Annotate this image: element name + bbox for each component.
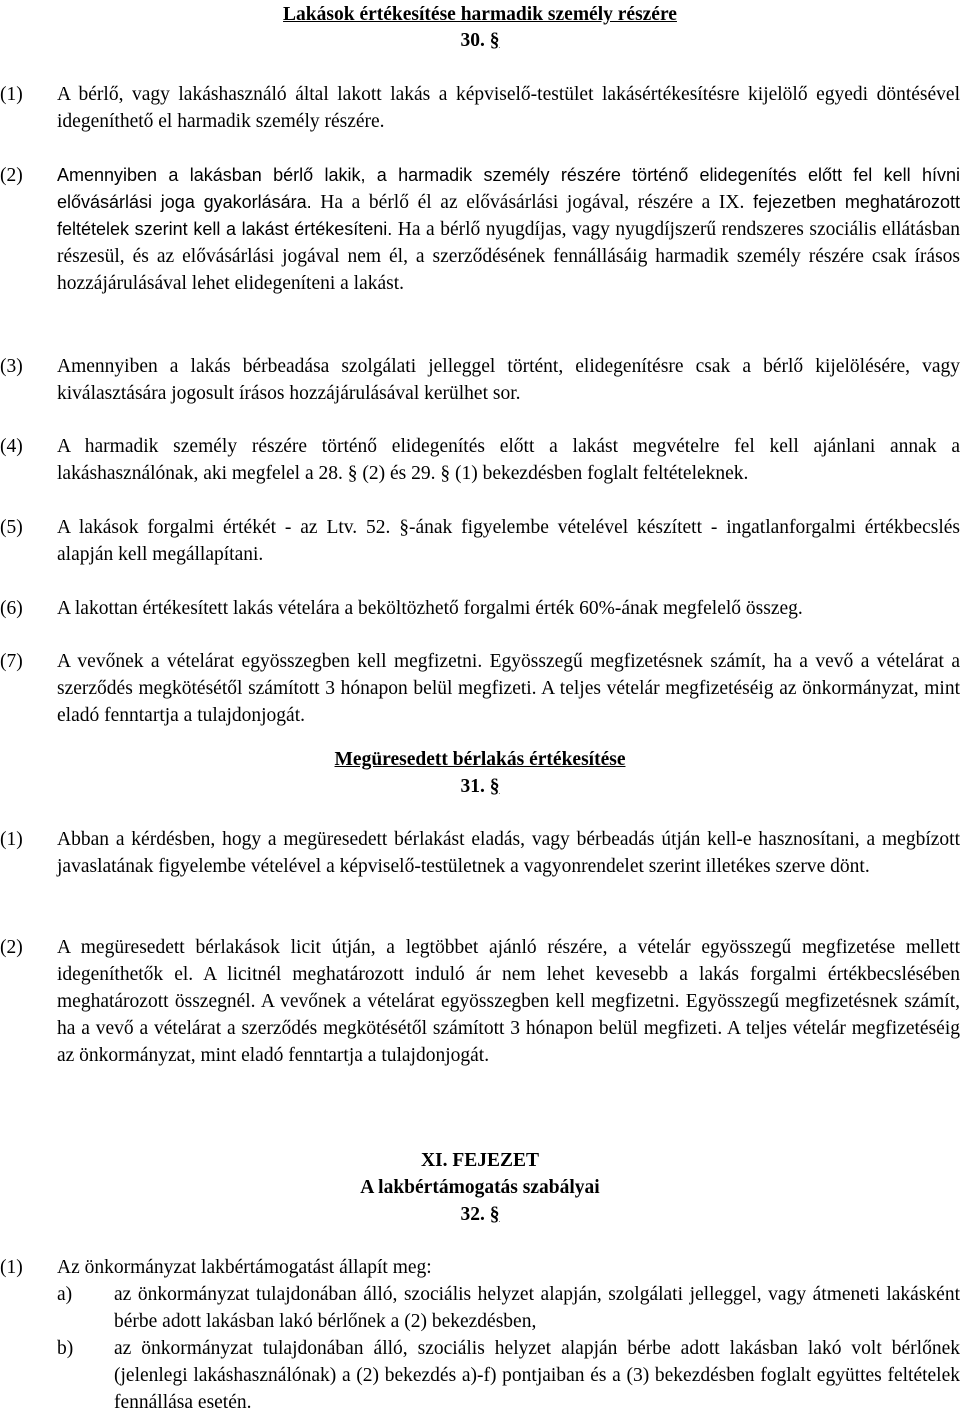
paragraph-30-6 — [0, 595, 960, 622]
paragraph-32-1 — [0, 1254, 960, 1281]
list-item-text: az önkormányzat tulajdonában álló, szociális helyzet alapján bérbe adott lakásban lakó volt bérlőnek (jelenlegi lakáshasználónak) a (2) bekezdés a)-f) pontjaiban és a (3) bekezdésben foglalt együttes feltételek fennállása esetén. — [114, 1338, 960, 1413]
paragraph-text: Amennyiben a lakásban bérlő lakik, a harmadik személy részére történő elidegenítés előtt fel kell hívni elővásárlási joga gyakorlására. Ha a bérlő él az elővásárlási jogával, részére a IX. fejezetben meghatározott feltételek szerint kell a lakást értékesíteni. Ha a bérlő nyugdíjas, vagy nyugdíjszerű rendszeres szociális ellátásban részesül, és az elővásárlási jogával nem él, a szerződésének fennállásáig harmadik személy részére csak írásos hozzájárulásával lehet elidegeníteni a lakást. — [57, 165, 960, 294]
paragraph-number: (5) — [0, 517, 23, 538]
paragraph-number: (1) — [0, 829, 23, 850]
paragraph-text: A megüresedett bérlakások licit útján, a legtöbbet ajánló részére, a vételár egyösszegű megfizetése mellett idegeníthetők el. A licitnél meghatározott induló ár nem lehet kevesebb a lakás forgalmi értékbecslésében meghatározott összegnél. A vevőnek a vételárat egyösszegben kell megfizetni. Egyösszegű megfizetésnek számít, ha a vevő a vételárat a szerződés megkötésétől számított 3 hónapon belül megfizeti. A teljes vételár megfizetéséig az önkormányzat, mint eladó fenntartja a tulajdonjogát. — [57, 937, 960, 1066]
paragraph-30-7 — [0, 648, 960, 729]
paragraph-number: (3) — [0, 356, 23, 377]
section-number: 30. § — [460, 30, 500, 51]
section-number: 32. § — [460, 1204, 500, 1225]
paragraph-text: A vevőnek a vételárat egyösszegben kell megfizetni. Egyösszegű megfizetésnek számít, ha a vevő a vételárat a szerződés megkötésétől számított 3 hónapon belül megfizeti. A teljes vételár megfizetéséig az önkormányzat, mint eladó fenntartja a tulajdonjogát. — [57, 651, 960, 726]
list-item-label: a) — [57, 1284, 73, 1305]
list-item-text: az önkormányzat tulajdonában álló, szociális helyzet alapján, szolgálati jelleggel, vagy átmeneti lakásként bérbe adott lakásban lakó bérlőnek a (2) bekezdésben, — [114, 1284, 960, 1332]
paragraph-text: Az önkormányzat lakbértámogatást állapít meg: — [57, 1257, 432, 1278]
paragraph-text: A lakottan értékesített lakás vételára a beköltözhető forgalmi érték 60%-ának megfelelő összeg. — [57, 598, 803, 619]
list-item-a — [57, 1281, 960, 1335]
paragraph-number: (7) — [0, 651, 23, 672]
paragraph-text: A harmadik személy részére történő elidegenítés előtt a lakást megvételre fel kell ajánlani annak a lakáshasználónak, aki megfelel a 28. § (2) és 29. § (1) bekezdésben foglalt feltételeknek. — [57, 436, 960, 484]
paragraph-30-4 — [0, 433, 960, 487]
paragraph-30-1 — [0, 81, 960, 135]
section-title: Megüresedett bérlakás értékesítése — [334, 749, 626, 770]
list-item-b — [57, 1335, 960, 1416]
paragraph-number: (4) — [0, 436, 23, 457]
paragraph-number: (6) — [0, 598, 23, 619]
paragraph-text: A lakások forgalmi értékét - az Ltv. 52. §-ának figyelembe vételével készített - ingatlanforgalmi értékbecslés alapján kell megállapítani. — [57, 517, 960, 565]
paragraph-30-5 — [0, 514, 960, 568]
paragraph-number: (1) — [0, 84, 23, 105]
section-title: Lakások értékesítése harmadik személy részére — [283, 4, 677, 25]
paragraph-text: Amennyiben a lakás bérbeadása szolgálati jelleggel történt, elidegenítésre csak a bérlő kijelölésére, vagy kiválasztására jogosult írásos hozzájárulásával kerülhet sor. — [57, 356, 960, 404]
paragraph-30-2 — [0, 162, 960, 297]
paragraph-text: A bérlő, vagy lakáshasználó által lakott lakás a képviselő-testület lakásértékesítésre kijelölő egyedi döntésével idegeníthető el harmadik személy részére. — [57, 84, 960, 132]
chapter-title: A lakbértámogatás szabályai — [360, 1177, 600, 1198]
chapter-heading: XI. FEJEZET — [420, 1150, 540, 1171]
paragraph-text: Abban a kérdésben, hogy a megüresedett bérlakást eladás, vagy bérbeadás útján kell-e hasznosítani, a megbízott javaslatának figyelembe vételével a képviselő-testületnek a vagyonrendelet szerint illetékes szerve dönt. — [57, 829, 960, 877]
paragraph-30-3 — [0, 353, 960, 407]
section-number: 31. § — [460, 776, 500, 797]
paragraph-number: (2) — [0, 937, 23, 958]
paragraph-number: (1) — [0, 1257, 23, 1278]
paragraph-31-2 — [0, 934, 960, 1069]
paragraph-31-1 — [0, 826, 960, 880]
list-item-label: b) — [57, 1338, 74, 1359]
paragraph-number: (2) — [0, 165, 23, 186]
